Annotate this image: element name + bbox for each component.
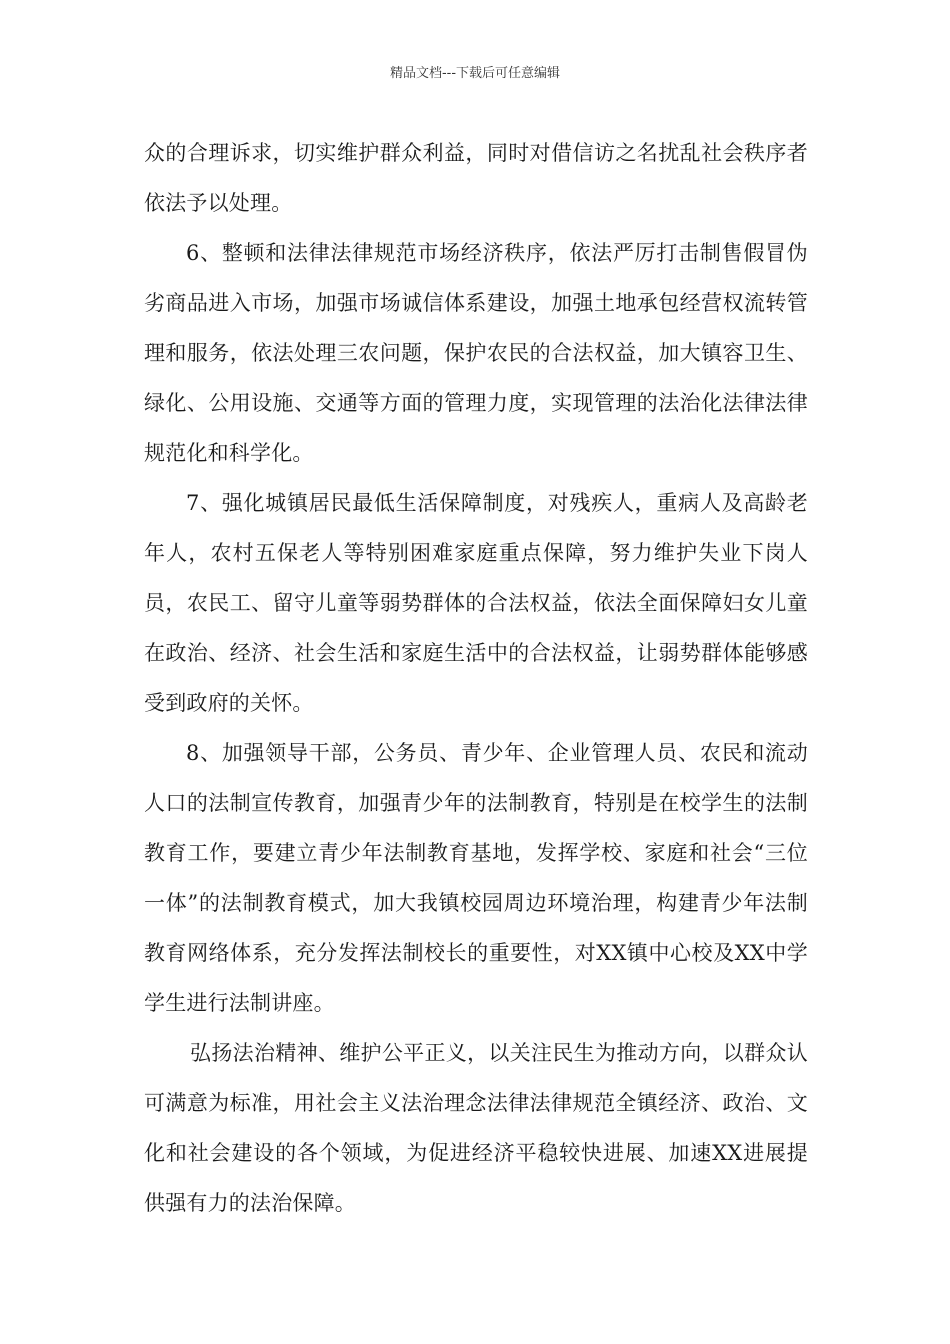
paragraph-item-8: 8、加强领导干部，公务员、青少年、企业管理人员、农民和流动人口的法制宣传教育，加强青少年的法制教育，特别是在校学生的法制教育工作，要建立青少年法制教育基地，发挥学校、家庭和社会“三位一体”的法制教育模式，加大我镇校园周边环境治理，构建青少年法制教育网络体系，充分发挥法制校长的重要性，对XX镇中心校及XX中学学生进行法制讲座。 [144,741,808,1015]
paragraph-closing: 弘扬法治精神、维护公平正义，以关注民生为推动方向，以群众认可满意为标准，用社会主义法治理念法律法律规范全镇经济、政治、文化和社会建设的各个领域，为促进经济平稳较快进展、加速XX进展提供强有力的法治保障。 [144,1041,808,1215]
page-header: 精品文档---下载后可任意编辑 [389,66,561,81]
paragraph-continuation: 众的合理诉求，切实维护群众利益，同时对借信访之名扰乱社会秩序者依法予以处理。 [144,141,808,215]
paragraph-item-6: 6、整顿和法律法律规范市场经济秩序，依法严厉打击制售假冒伪劣商品进入市场，加强市场诚信体系建设，加强土地承包经营权流转管理和服务，依法处理三农问题，保护农民的合法权益，加大镇容卫生、绿化、公用设施、交通等方面的管理力度，实现管理的法治化法律法律规范化和科学化。 [144,241,808,465]
paragraph-item-7: 7、强化城镇居民最低生活保障制度，对残疾人，重病人及高龄老年人，农村五保老人等特别困难家庭重点保障，努力维护失业下岗人员，农民工、留守儿童等弱势群体的合法权益，依法全面保障妇女儿童在政治、经济、社会生活和家庭生活中的合法权益，让弱势群体能够感受到政府的关怀。 [144,491,808,715]
document-body [144,128,808,1228]
